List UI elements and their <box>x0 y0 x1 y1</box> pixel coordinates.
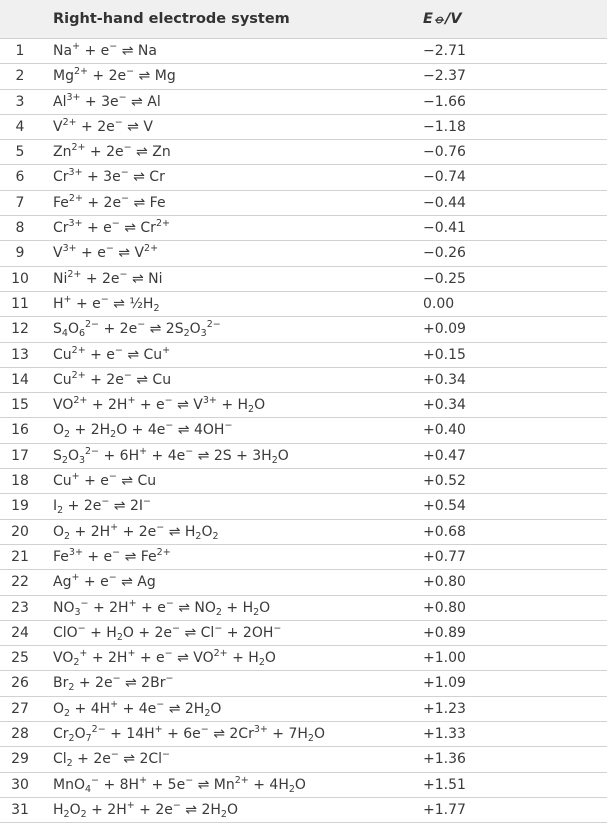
row-number: 4 <box>15 118 25 135</box>
electrode-reaction: H+ + e− ⇌ $\frac{1}{2}H_2$ <box>53 293 160 314</box>
standard-potential: +1.51 <box>423 776 466 793</box>
row-number: 31 <box>11 801 29 818</box>
row-number: 2 <box>15 68 25 85</box>
row-number: 25 <box>11 650 29 667</box>
table-row <box>0 241 607 266</box>
row-number: 5 <box>15 144 25 161</box>
row-number: 12 <box>11 321 29 338</box>
electrode-reaction: $S_2O_3^{2-} + 6H^+ + 4e^-$ ⇌ $2S + 3H_2O$ <box>53 445 289 466</box>
table-row <box>0 343 607 368</box>
electrode-reaction: $Al^{3+} + 3e^-$ ⇌ Al <box>53 91 161 110</box>
table-row <box>0 621 607 646</box>
table-row <box>0 722 607 747</box>
row-number: 29 <box>11 751 29 768</box>
row-number: 22 <box>11 574 29 591</box>
electrode-reaction: $Cr^{3+} + 3e^-$ ⇌ Cr <box>53 167 165 186</box>
standard-potential: +1.09 <box>423 675 466 692</box>
standard-potential: −0.74 <box>423 169 466 186</box>
row-number: 13 <box>11 346 29 363</box>
standard-potential: +0.54 <box>423 498 466 515</box>
row-number: 23 <box>11 599 29 616</box>
table-row <box>0 545 607 570</box>
table-header <box>0 0 607 39</box>
standard-potential: +0.80 <box>423 574 466 591</box>
table-row <box>0 317 607 342</box>
row-number: 14 <box>11 371 29 388</box>
table-row <box>0 520 607 545</box>
table-row <box>0 646 607 671</box>
standard-potential: +0.09 <box>423 321 466 338</box>
row-number: 11 <box>11 295 29 312</box>
electrode-reaction: $H_2O_2 + 2H^+ + 2e^-$ ⇌ $2H_2O$ <box>53 799 238 820</box>
table-row <box>0 64 607 89</box>
standard-potential: −2.37 <box>423 68 466 85</box>
electrode-reaction: $Zn^{2+} + 2e^-$ ⇌ Zn <box>53 142 171 161</box>
electrode-reaction: $S_4O_6^{2-} + 2e^-$ ⇌ $2S_2O_3^{2-}$ <box>53 319 221 340</box>
table-row <box>0 191 607 216</box>
standard-potential: 0.00 <box>423 295 455 312</box>
standard-potential: +0.52 <box>423 473 466 490</box>
electrode-reaction: $Cu^{2+} + e^-$ ⇌ Cu+ <box>53 344 171 363</box>
table-row <box>0 773 607 798</box>
table-body <box>0 39 607 823</box>
table-row <box>0 90 607 115</box>
header-potential-label: E⦵/V <box>423 11 462 27</box>
row-number: 26 <box>11 675 29 692</box>
table-row <box>0 267 607 292</box>
standard-potential: +0.15 <box>423 346 466 363</box>
table-row <box>0 570 607 595</box>
electrode-reaction: $O_2 + 4H^+ + 4e^-$ ⇌ $2H_2O$ <box>53 698 222 719</box>
standard-potential: −2.71 <box>423 43 466 59</box>
table-row <box>0 494 607 519</box>
electrode-reaction: $O_2 + 2H_2O + 4e^-$ ⇌ 4OH− <box>53 420 233 441</box>
electrode-reaction: $Fe^{3+} + e^-$ ⇌ $Fe^{2+}$ <box>53 546 171 565</box>
row-number: 30 <box>11 776 29 793</box>
electrode-reaction: $I_2 + 2e^-$ ⇌ 2I− <box>53 496 151 517</box>
row-number: 8 <box>15 220 25 237</box>
standard-potential: −0.41 <box>423 220 466 237</box>
table-row <box>0 444 607 469</box>
table-row <box>0 165 607 190</box>
header-system-label: Right-hand electrode system <box>53 11 290 27</box>
electrode-reaction: $Cu^{2+} + 2e^-$ ⇌ Cu <box>53 369 172 388</box>
row-number: 1 <box>15 43 25 59</box>
row-number: 20 <box>11 523 29 540</box>
row-number: 3 <box>15 93 25 110</box>
table-row <box>0 140 607 165</box>
standard-potential: −1.18 <box>423 118 466 135</box>
row-number: 17 <box>11 447 29 464</box>
standard-potential: +1.77 <box>423 801 466 818</box>
electrode-reaction: $ClO^- + H_2O + 2e^-$ ⇌ Cl− + 2OH− <box>53 622 282 643</box>
table-row <box>0 747 607 772</box>
standard-potential: +0.68 <box>423 523 466 540</box>
standard-potential: −0.44 <box>423 194 466 211</box>
table-row <box>0 216 607 241</box>
table-row <box>0 39 607 64</box>
electrode-reaction: $Ni^{2+} + 2e^-$ ⇌ Ni <box>53 268 163 287</box>
row-number: 7 <box>15 194 25 211</box>
row-number: 18 <box>11 473 29 490</box>
standard-potential: −0.76 <box>423 144 466 161</box>
standard-potential: +0.80 <box>423 599 466 616</box>
electrode-reaction: $VO_2^+ + 2H^+ + e^-$ ⇌ $VO^{2+} + H_2O$ <box>53 648 276 669</box>
electrode-reaction: MnO$_4$− + 8H+ + 5e− ⇌ $Mn^{2+} + 4H_2O$ <box>53 774 306 795</box>
standard-potential: +0.34 <box>423 397 466 414</box>
electrode-reaction: Cu+ + e− ⇌ Cu <box>53 471 157 490</box>
row-number: 28 <box>11 726 29 743</box>
electrode-reaction: $V^{3+} + e^-$ ⇌ $V^{2+}$ <box>53 243 159 262</box>
table-row <box>0 418 607 443</box>
standard-potential: +1.00 <box>423 650 466 667</box>
row-number: 24 <box>11 624 29 641</box>
row-number: 21 <box>11 548 29 565</box>
standard-potential: +0.34 <box>423 371 466 388</box>
electrode-reaction: $Mg^{2+} + 2e^-$ ⇌ Mg <box>53 66 176 85</box>
electrode-reaction: $NO_3^- + 2H^+ + e^-$ ⇌ $NO_2 + H_2O$ <box>53 597 271 618</box>
table-row <box>0 798 607 823</box>
table-row <box>0 292 607 317</box>
table-row <box>0 368 607 393</box>
electrode-reaction: $Cr_2O_7^{2-} + 14H^+ + 6e^-$ ⇌ $2Cr^{3+} + 7H_2O$ <box>53 724 325 745</box>
standard-potential: +0.40 <box>423 422 466 439</box>
row-number: 9 <box>15 245 25 262</box>
electrode-reaction: Na+ + e− ⇌ Na <box>53 41 157 59</box>
electrode-reaction: $O_2 + 2H^+ + 2e^-$ ⇌ $H_2O_2$ <box>53 521 219 542</box>
row-number: 10 <box>11 270 29 287</box>
row-number: 27 <box>11 700 29 717</box>
electrode-reaction: $Br_2 + 2e^-$ ⇌ 2Br− <box>53 673 174 694</box>
electrode-reaction: $V^{2+} + 2e^-$ ⇌ V <box>53 116 153 135</box>
electrode-reaction: $Fe^{2+} + 2e^-$ ⇌ Fe <box>53 192 166 211</box>
row-number: 16 <box>11 422 29 439</box>
electrode-reaction: $VO^{2+} + 2H^+ + e^-$ ⇌ $V^{3+} + H_2O$ <box>53 395 266 416</box>
electrode-reaction: Ag+ + e− ⇌ Ag <box>53 572 156 591</box>
standard-potential: +0.89 <box>423 624 466 641</box>
standard-potential: +1.33 <box>423 726 466 743</box>
electrode-reaction: $Cr^{3+} + e^-$ ⇌ $Cr^{2+}$ <box>53 218 170 237</box>
standard-potential: −0.25 <box>423 270 466 287</box>
table-row <box>0 115 607 140</box>
row-number: 6 <box>15 169 25 186</box>
table-row <box>0 697 607 722</box>
standard-potential: −0.26 <box>423 245 466 262</box>
table-row <box>0 596 607 621</box>
row-number: 19 <box>11 498 29 515</box>
electrode-reaction: $Cl_2 + 2e^-$ ⇌ 2Cl− <box>53 749 171 770</box>
standard-potential: +0.47 <box>423 447 466 464</box>
row-number: 15 <box>11 397 29 414</box>
table-row <box>0 393 607 418</box>
table-row <box>0 671 607 696</box>
standard-potential: +1.36 <box>423 751 466 768</box>
standard-potential: −1.66 <box>423 93 466 110</box>
table-row <box>0 469 607 494</box>
standard-potential: +0.77 <box>423 548 466 565</box>
standard-potential: +1.23 <box>423 700 466 717</box>
